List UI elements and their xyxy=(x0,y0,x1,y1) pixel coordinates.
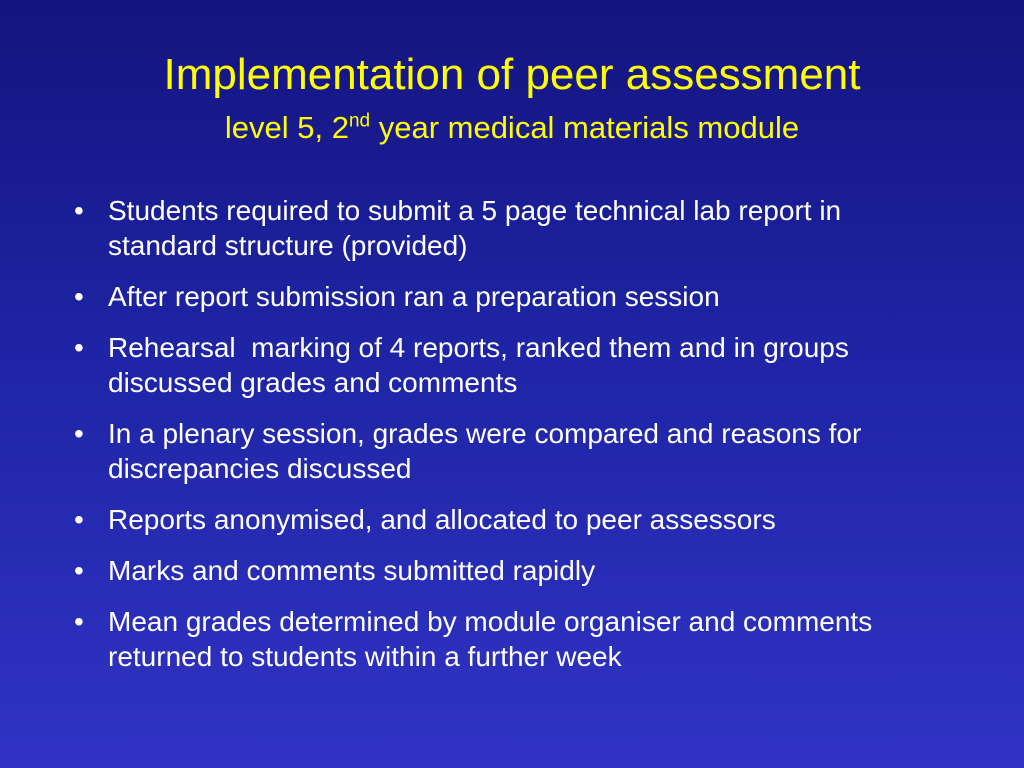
bullet-dot-icon: • xyxy=(74,606,84,637)
bullet-item-3 xyxy=(74,330,954,400)
bullet-dot-icon: • xyxy=(74,195,84,226)
bullet-dot-icon: • xyxy=(74,332,84,363)
bullet-dot-icon: • xyxy=(74,418,84,449)
subtitle-text-end: year medical materials module xyxy=(370,110,800,145)
bullet-item-6 xyxy=(74,553,954,588)
subtitle-text-start: level 5, 2 xyxy=(224,110,349,145)
bullet-text-7: Mean grades determined by module organiser and comments returned to students within a further week xyxy=(108,606,873,672)
bullet-text-3: Rehearsal marking of 4 reports, ranked them and in groups discussed grades and comments xyxy=(108,332,857,398)
title-block xyxy=(0,48,1024,148)
bullet-text-2: After report submission ran a preparation session xyxy=(108,281,720,312)
bullet-item-1 xyxy=(74,193,954,263)
bullet-text-1: Students required to submit a 5 page technical lab report in standard structure (provided) xyxy=(108,195,842,261)
slide-subtitle xyxy=(0,108,1024,148)
bullet-item-4 xyxy=(74,416,954,486)
bullet-list xyxy=(74,193,954,690)
bullet-item-7 xyxy=(74,604,954,674)
bullet-item-5 xyxy=(74,502,954,537)
bullet-text-4: In a plenary session, grades were compared and reasons for discrepancies discussed xyxy=(108,418,862,484)
bullet-dot-icon: • xyxy=(74,504,84,535)
bullet-dot-icon: • xyxy=(74,281,84,312)
bullet-text-5: Reports anonymised, and allocated to peer assessors xyxy=(108,504,776,535)
bullet-dot-icon: • xyxy=(74,555,84,586)
slide-title: Implementation of peer assessment xyxy=(163,50,861,99)
bullet-text-6: Marks and comments submitted rapidly xyxy=(108,555,596,586)
subtitle-superscript: nd xyxy=(348,110,371,132)
bullet-item-2 xyxy=(74,279,954,314)
